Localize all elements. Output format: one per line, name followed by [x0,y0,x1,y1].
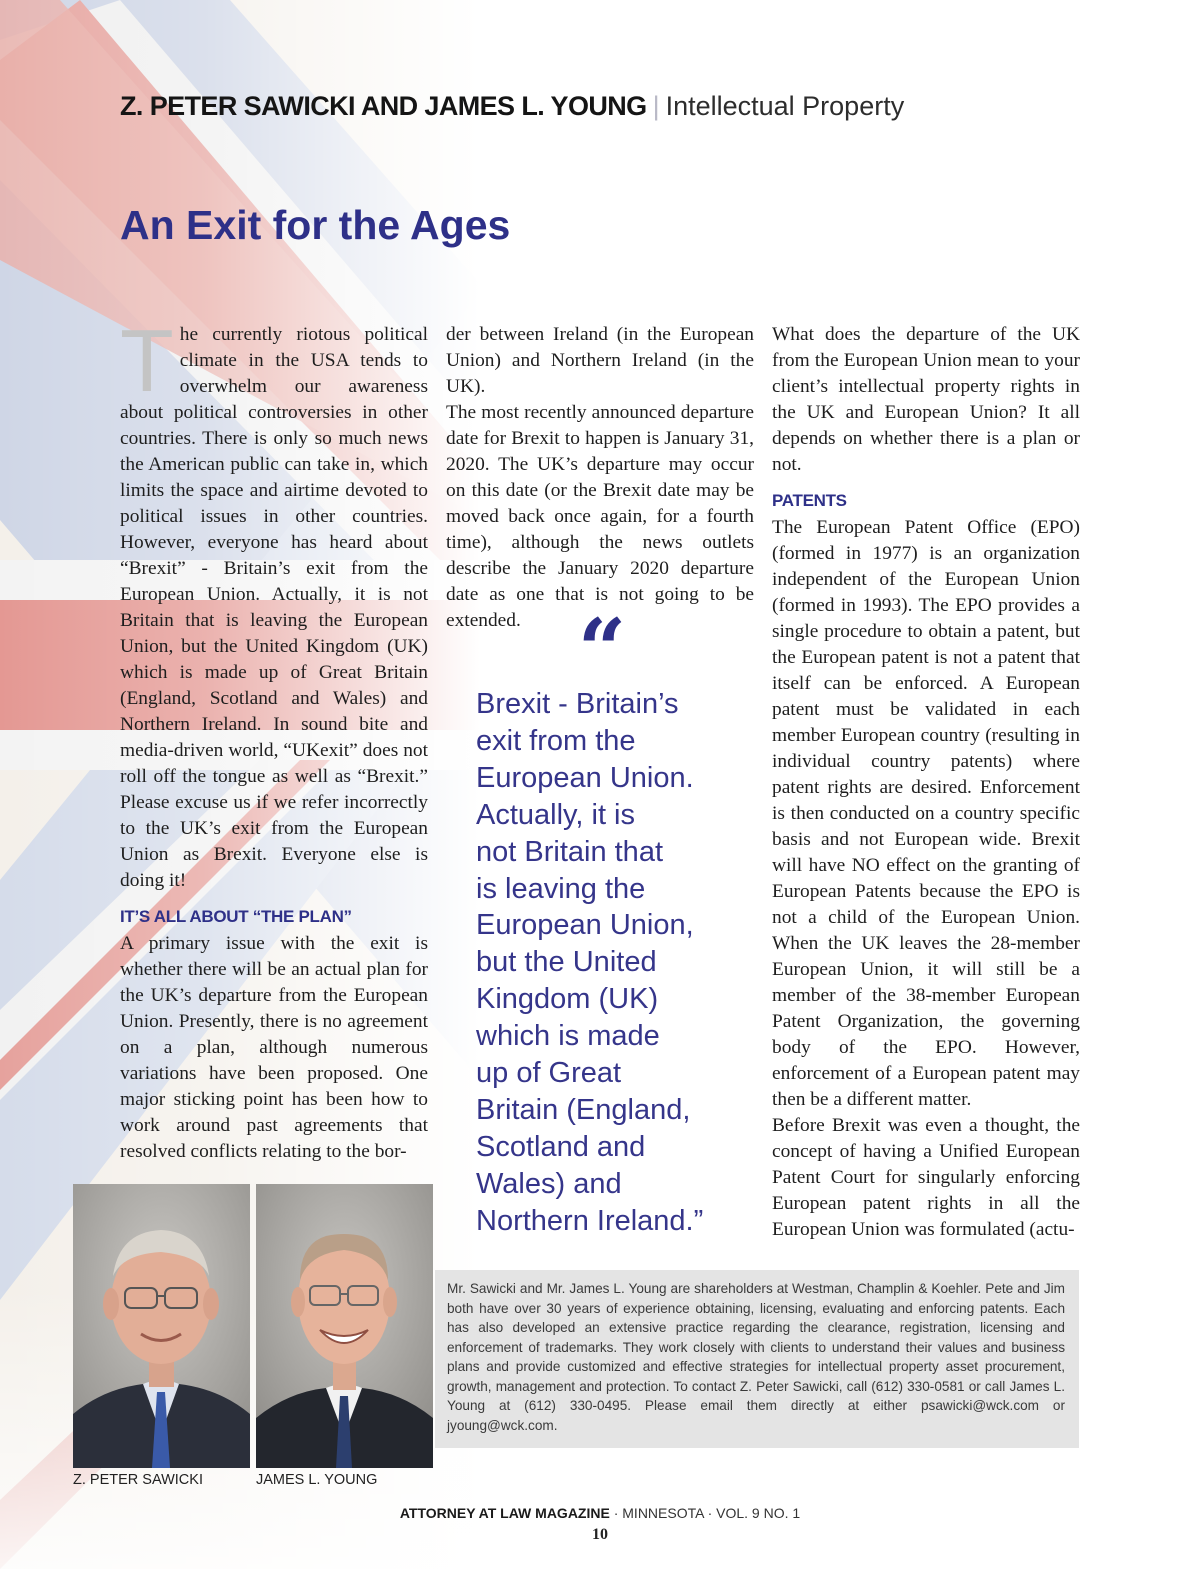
footer-magazine: ATTORNEY AT LAW MAGAZINE [399,1505,610,1521]
quote-mark-icon: “ [577,600,627,699]
unified-court-paragraph: Before Brexit was even a thought, the concept of having a Unified European Patent Court for singularly enforcing European patent rights in all the European Union was formulated (actu- [772,1115,1080,1240]
author-bio-box [435,1270,1079,1448]
header-section: Intellectual Property [665,91,905,121]
subhead-plan: IT’S ALL ABOUT “THE PLAN” [120,907,352,926]
plan-paragraph: A primary issue with the exit is whether there will be an actual plan for the UK’s departure from the European Union. Presently, there is no agreement on a plan, although numerous variations have been proposed. One major sticking point has been how to work around past agreements that resolved conflicts relating to the bor- [120,933,428,1162]
pull-quote-line: European Union. [476,761,694,794]
header-separator: | [652,91,660,121]
article-column-3 [772,322,1080,1243]
pull-quote-line: Kingdom (UK) [476,983,659,1016]
pull-quote-line: Scotland and [476,1130,646,1163]
pull-quote-line: exit from the [476,724,636,757]
pull-quote-line: Britain (England, [476,1093,691,1126]
drop-cap: T [120,311,174,410]
pull-quote-line: Brexit - Britain’s [476,688,679,720]
article-column-2 [446,322,754,634]
pull-quote-line: up of Great [476,1057,622,1090]
pull-quote-line: is leaving the [476,872,646,905]
intro-text: he currently riotous political climate in the USA tends to overwhelm our awareness about political controversies in other countries. There is only so much news the American public can take in, which limits the space and airtime devoted to political issues in other countries. However, everyone has heard about “Brexit” - Britain’s exit from the European Union. Actually, it is not Britain that is leaving the European Union, but the United Kingdom (UK) which is made up of Great Britain (England, Scotland and Wales) and Northern Ireland. In sound bite and media-driven world, “UKexit” does not roll off the tongue as well as “Brexit.” Please excuse us if we refer incorrectly to the UK’s exit from the European Union as Brexit. Everyone else is doing it! [120,324,428,891]
header-authors: Z. PETER SAWICKI AND JAMES L. YOUNG [120,91,647,121]
pull-quote-line: not Britain that [476,835,663,868]
page-footer [0,1503,1200,1523]
page-header [120,88,1020,124]
article-title: An Exit for the Ages [120,202,511,248]
article-column-1 [120,311,428,1165]
pull-quote-line: Actually, it is [476,798,636,831]
question-paragraph: What does the departure of the UK from the European Union mean to your client’s intellectual property rights in the UK and European Union? It all depends on whether there is a plan or not. [772,324,1080,475]
pull-quote-line: but the United [476,946,657,979]
pull-quote-line: European Union, [476,909,694,942]
subhead-patents: PATENTS [772,491,847,510]
pull-quote [476,686,766,1240]
portrait-young [256,1184,433,1468]
portrait-sawicki [73,1184,250,1468]
page-number: 10 [592,1526,608,1543]
caption-young: JAMES L. YOUNG [256,1472,378,1488]
footer-issue: · MINNESOTA · VOL. 9 NO. 1 [609,1505,801,1521]
intro-paragraph [120,311,428,894]
departure-date-paragraph: The most recently announced departure date for Brexit to happen is January 31, 2020. The UK’s departure may occur on this date (or the Brexit date may be moved back once again, for a fourth time), although the news outlets describe the January 2020 departure date as one that is not going to be extended. [446,402,754,631]
author-bio-text: Mr. Sawicki and Mr. James L. Young are shareholders at Westman, Champlin & Koehler. Pete and Jim both have over 30 years of experience obtaining, licensing, evaluating and enforcing patents. Each has also developed an extensive practice regarding the clearance, registration, licensing and enforcement of trademarks. They work closely with clients to understand their values and business plans and provide customized and effective strategies for intellectual property asset procurement, growth, management and protection. To contact Z. Peter Sawicki, call (612) 330-0581 or call James L. Young at (612) 330-0495. Please email them directly at either psawicki@wck.com or jyoung@wck.com. [447,1281,1065,1433]
epo-paragraph: The European Patent Office (EPO) (formed in 1977) is an organization independent of the European Union (formed in 1993). The EPO provides a single procedure to obtain a patent, but the European patent is not a patent that itself can be enforced. A European patent must be validated in each member European country (resulting in individual country patents) where patent rights are desired. Enforcement is then conducted on a country specific basis and not European wide. Brexit will have NO effect on the granting of European Patents because the EPO is not a child of the European Union. When the UK leaves the 28-member European Union, it will still be a member of the 38-member European Patent Organization, the governing body of the EPO. However, enforcement of a European patent may then be a different matter. [772,517,1080,1110]
caption-sawicki: Z. PETER SAWICKI [73,1472,203,1488]
pull-quote-line: Northern Ireland.” [476,1204,704,1237]
pull-quote-line: which is made [476,1020,660,1053]
border-paragraph: der between Ireland (in the European Union) and Northern Ireland (in the UK). [446,324,754,397]
pull-quote-line: Wales) and [476,1167,622,1200]
